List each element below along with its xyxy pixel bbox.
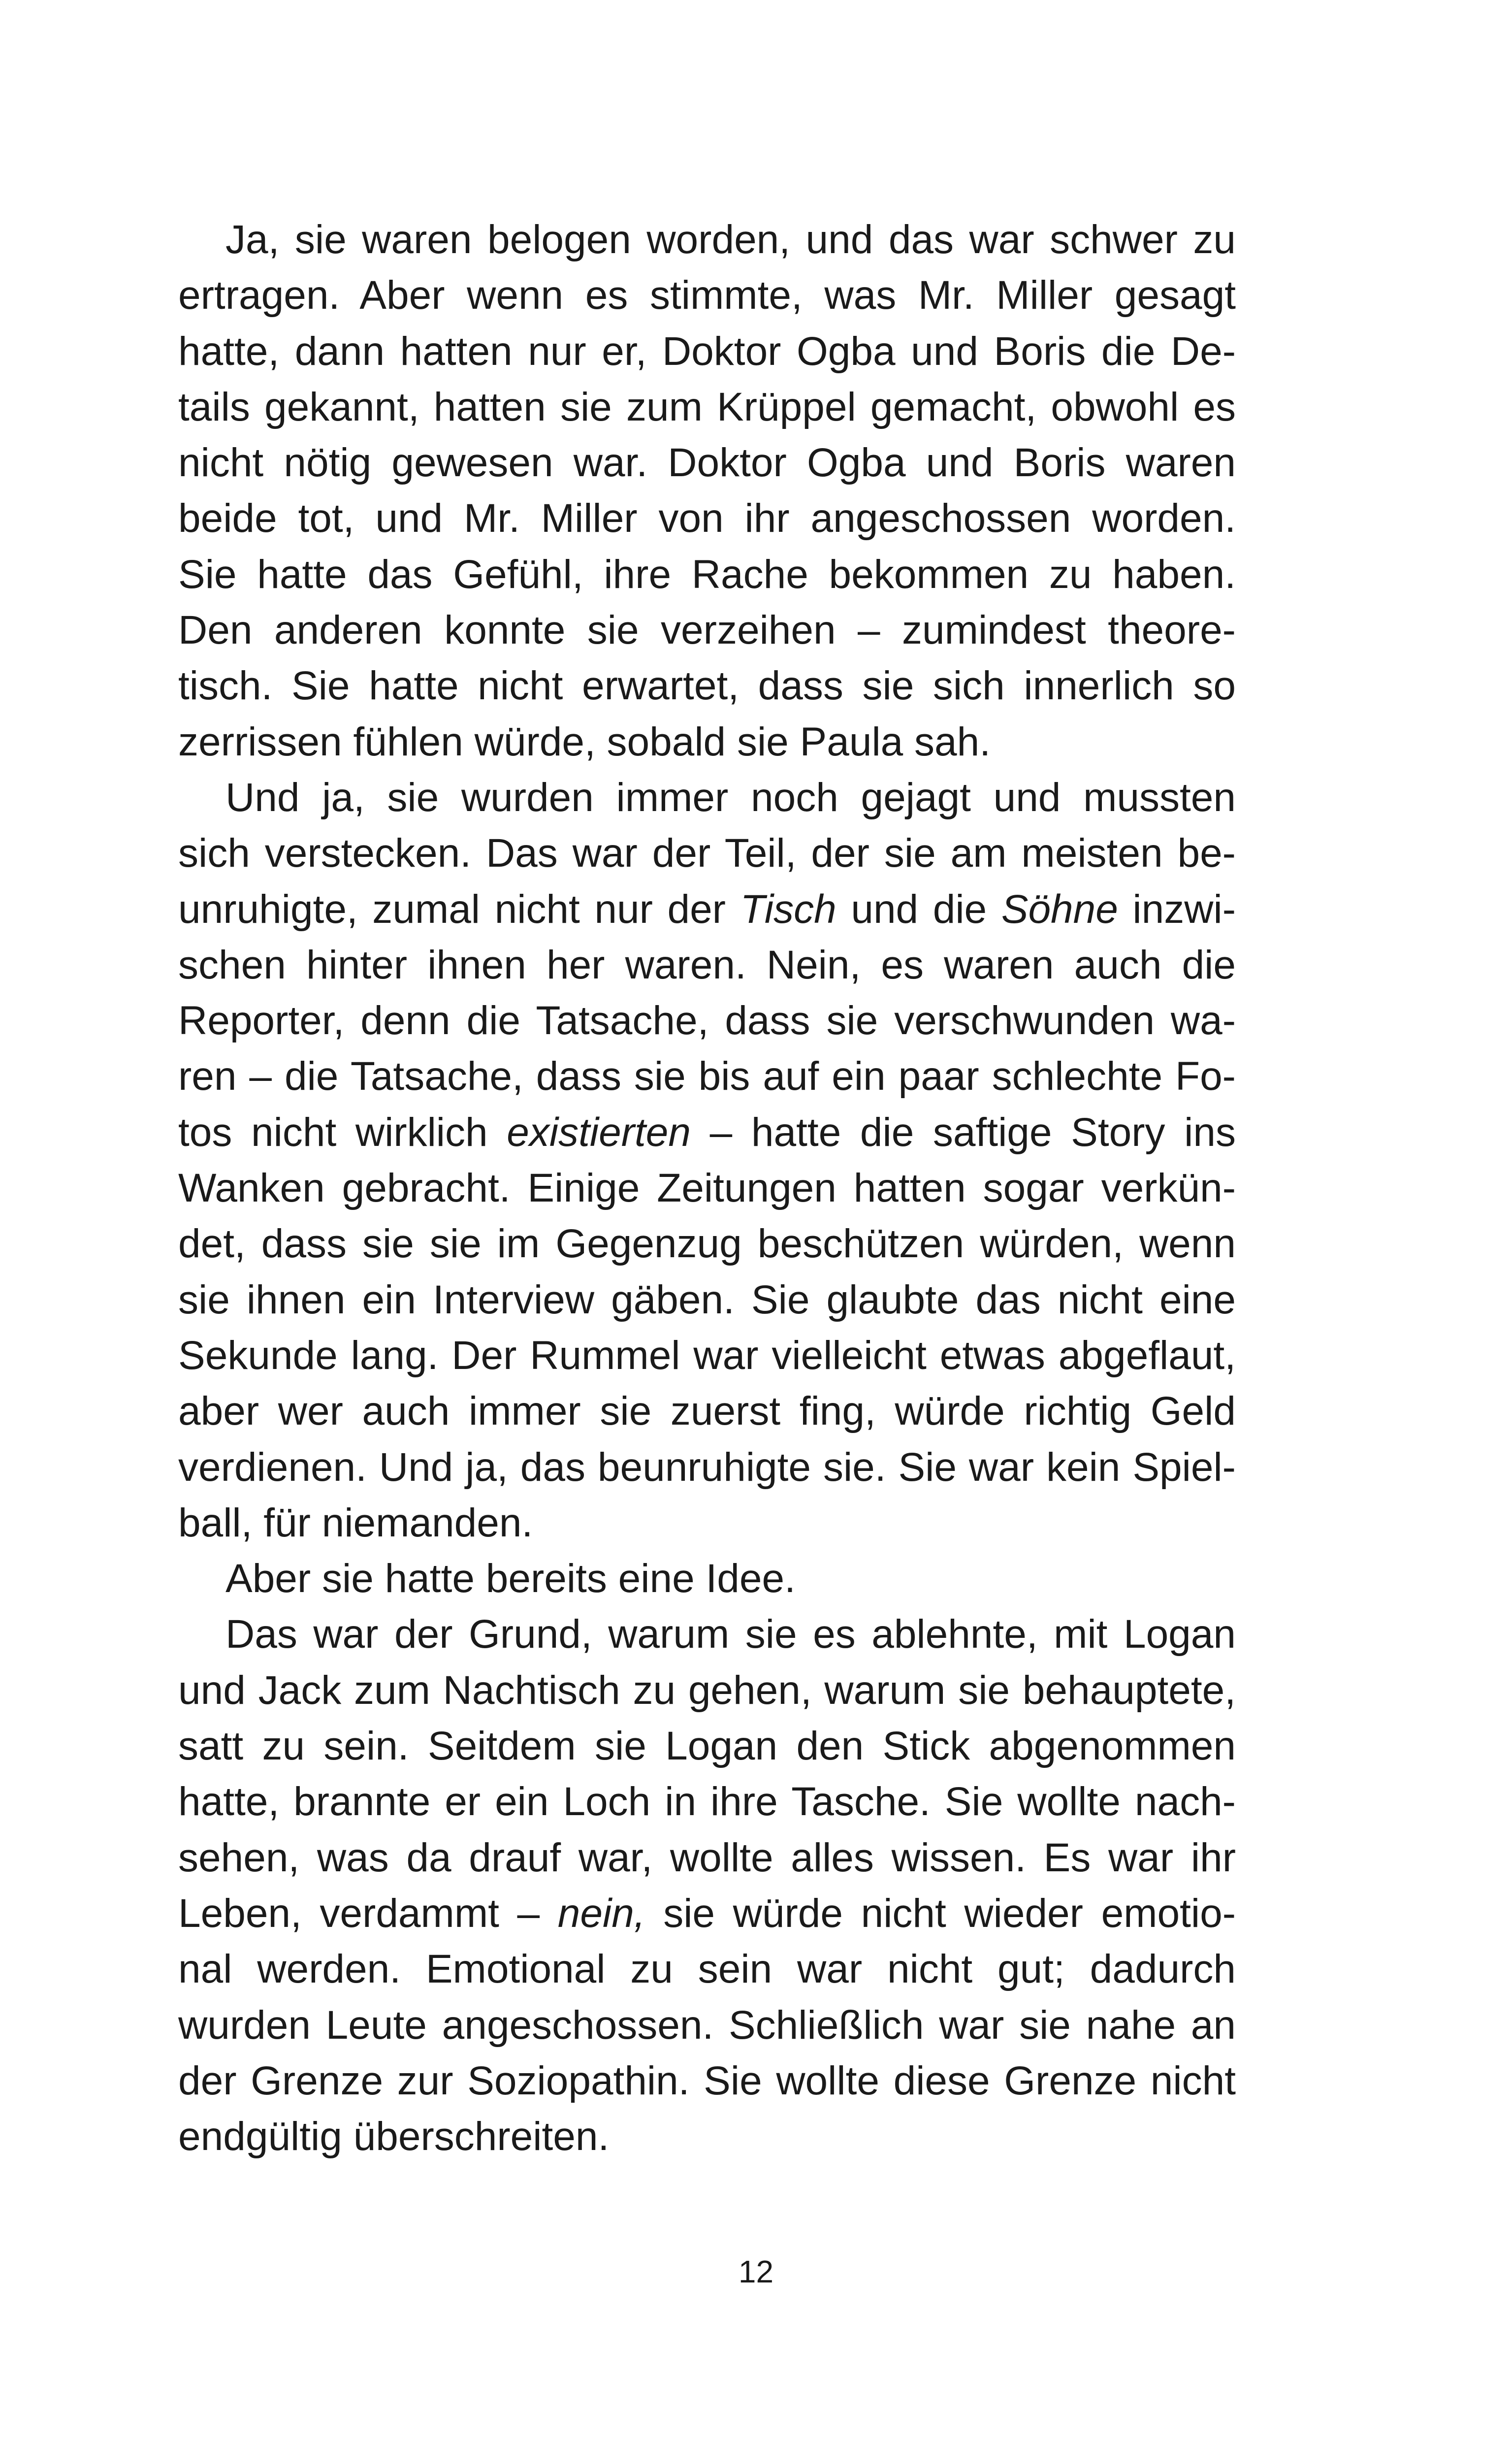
text-segment: sich verstecken. Das war der Teil, der sie am meisten be- — [178, 831, 1236, 876]
text-segment: Wanken gebracht. Einige Zeitungen hatten sogar verkün- — [178, 1166, 1236, 1211]
text-segment: Aber sie hatte bereits eine Idee. — [225, 1556, 796, 1601]
text-line — [178, 267, 1236, 323]
text-segment: und Jack zum Nachtisch zu gehen, warum sie behauptete, — [178, 1667, 1236, 1713]
text-line — [178, 1718, 1236, 1774]
text-line — [178, 212, 1236, 267]
text-line — [178, 324, 1236, 379]
text-line — [178, 1941, 1236, 1997]
text-line — [178, 602, 1236, 658]
text-line — [178, 1105, 1236, 1160]
text-line — [178, 714, 1236, 770]
text-segment: tos nicht wirklich — [178, 1109, 507, 1155]
text-line — [178, 1439, 1236, 1495]
text-segment: nal werden. Emotional zu sein war nicht gut; dadurch — [178, 1947, 1236, 1992]
text-segment: inzwi- — [1118, 886, 1236, 932]
text-segment: Und ja, sie wurden immer noch gejagt und mussten — [225, 775, 1236, 820]
text-segment: det, dass sie sie im Gegenzug beschützen würden, wenn — [178, 1221, 1236, 1267]
text-segment: Sie hatte das Gefühl, ihre Rache bekommen zu haben. — [178, 552, 1236, 597]
text-line — [178, 1774, 1236, 1829]
text-line — [178, 547, 1236, 602]
text-segment: tails gekannt, hatten sie zum Krüppel gemacht, obwohl es — [178, 384, 1236, 429]
text-line — [178, 1272, 1236, 1328]
text-segment: Ja, sie waren belogen worden, und das war schwer zu — [225, 217, 1236, 262]
text-line — [178, 490, 1236, 546]
text-segment: Leben, verdammt – — [178, 1890, 558, 1936]
text-line — [178, 1997, 1236, 2053]
text-segment: verdienen. Und ja, das beunruhigte sie. Sie war kein Spiel- — [178, 1444, 1236, 1490]
text-line — [178, 1048, 1236, 1104]
text-line — [178, 881, 1236, 937]
text-line — [178, 1886, 1236, 1941]
body-text — [178, 212, 1236, 2164]
text-segment: Das war der Grund, warum sie es ablehnte, mit Logan — [225, 1612, 1236, 1657]
text-line — [178, 1830, 1236, 1886]
italic-word: Tisch — [740, 886, 836, 932]
text-segment: aber wer auch immer sie zuerst fing, würde richtig Geld — [178, 1389, 1236, 1434]
text-segment: Sekunde lang. Der Rummel war vielleicht etwas abgeflaut, — [178, 1333, 1236, 1378]
text-line — [178, 825, 1236, 881]
text-segment: sie würde nicht wieder emotio- — [645, 1890, 1236, 1936]
italic-word: existierten — [507, 1109, 691, 1155]
text-line — [178, 1160, 1236, 1216]
text-line — [178, 379, 1236, 435]
text-segment: unruhigte, zumal nicht nur der — [178, 886, 740, 932]
text-line — [178, 1328, 1236, 1383]
text-line — [178, 1551, 1236, 1606]
italic-word: Söhne — [1001, 886, 1118, 932]
text-segment: hatte, dann hatten nur er, Doktor Ogba und Boris die De- — [178, 328, 1236, 374]
text-segment: der Grenze zur Soziopathin. Sie wollte diese Grenze nicht — [178, 2058, 1236, 2103]
text-segment: satt zu sein. Seitdem sie Logan den Stick abgenommen — [178, 1724, 1236, 1769]
text-segment: sehen, was da drauf war, wollte alles wissen. Es war ihr — [178, 1835, 1236, 1880]
text-line — [178, 937, 1236, 993]
text-line — [178, 1606, 1236, 1662]
text-line — [178, 1216, 1236, 1271]
text-segment: zerrissen fühlen würde, sobald sie Paula sah. — [178, 719, 991, 764]
text-segment: sie ihnen ein Interview gäben. Sie glaubte das nicht eine — [178, 1277, 1236, 1322]
text-segment: schen hinter ihnen her waren. Nein, es waren auch die — [178, 942, 1236, 987]
text-line — [178, 1383, 1236, 1439]
text-line — [178, 658, 1236, 714]
text-line — [178, 435, 1236, 490]
text-line — [178, 2053, 1236, 2109]
text-segment: ren – die Tatsache, dass sie bis auf ein paar schlechte Fo- — [178, 1054, 1236, 1099]
text-line — [178, 1495, 1236, 1551]
text-line — [178, 993, 1236, 1048]
text-segment: beide tot, und Mr. Miller von ihr angeschossen worden. — [178, 496, 1236, 541]
text-segment: hatte, brannte er ein Loch in ihre Tasche. Sie wollte nach- — [178, 1779, 1236, 1824]
text-segment: wurden Leute angeschossen. Schließlich war sie nahe an — [178, 2002, 1236, 2048]
text-segment: nicht nötig gewesen war. Doktor Ogba und Boris waren — [178, 440, 1236, 486]
text-segment: endgültig überschreiten. — [178, 2114, 610, 2159]
text-segment: und die — [836, 886, 1001, 932]
italic-word: nein, — [557, 1890, 645, 1936]
text-segment: ball, für niemanden. — [178, 1500, 533, 1545]
text-segment: – hatte die saftige Story ins — [691, 1109, 1236, 1155]
page-number: 12 — [738, 2254, 774, 2289]
text-line — [178, 770, 1236, 825]
text-line — [178, 2109, 1236, 2164]
text-segment: ertragen. Aber wenn es stimmte, was Mr. Miller gesagt — [178, 273, 1236, 318]
text-segment: tisch. Sie hatte nicht erwartet, dass sie sich innerlich so — [178, 663, 1236, 709]
text-segment: Den anderen konnte sie verzeihen – zumindest theore- — [178, 608, 1236, 653]
text-segment: Reporter, denn die Tatsache, dass sie verschwunden wa- — [178, 998, 1236, 1043]
text-line — [178, 1662, 1236, 1718]
